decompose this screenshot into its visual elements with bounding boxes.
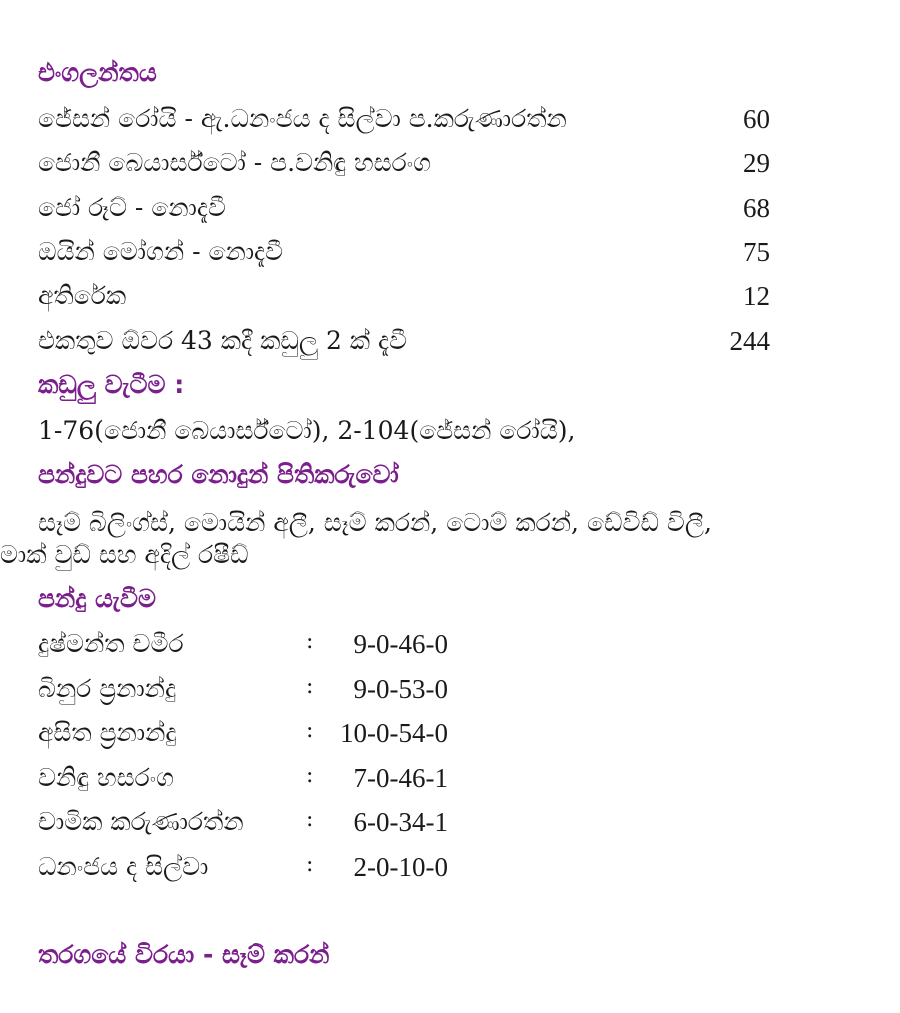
batting-row — [38, 193, 778, 229]
batter-name: ඔයින් මෝගන් - නොදැවී — [38, 237, 284, 266]
bowling-colon: : — [306, 674, 314, 699]
england-heading: එංගලන්තය — [38, 58, 157, 87]
bowling-colon: : — [306, 807, 314, 832]
bowling-figures: 6-0-34-1 — [353, 807, 448, 837]
batter-name: ජේසන් රෝයි - ඇ.ධනංජය ද සිල්වා ප.කරුණාරත්න — [38, 104, 567, 133]
total-row — [38, 326, 778, 362]
bowling-figures: 9-0-46-0 — [353, 629, 448, 659]
batter-name: ජෝ රූට් - නොදැවී — [38, 193, 226, 222]
dnb-players-line1: සෑම් බිලිංග්ස්, මොයින් අලී, සෑම් කරන්, ටොම් කරන්, ඩේවිඩ් විලී, — [38, 508, 712, 537]
batting-row — [38, 148, 778, 184]
bowler-name: චාමික කරුණාරත්න — [38, 807, 244, 836]
extras-label: අතිරේක — [38, 281, 127, 310]
batting-row — [38, 104, 778, 140]
bowling-figures: 7-0-46-1 — [353, 763, 448, 793]
total-value: 244 — [729, 326, 770, 356]
batting-row — [38, 237, 778, 273]
fow-heading: කඩුලු වැටීම : — [38, 370, 185, 399]
batter-runs: 29 — [743, 148, 770, 178]
bowler-name: ධනංජය ද සිල්වා — [38, 852, 209, 881]
batter-runs: 68 — [743, 193, 770, 223]
bowling-colon: : — [306, 852, 314, 877]
batter-name: ජොනී බෙයාර්ස්ටෝ - ප.වනිඳු හසරංග — [38, 148, 431, 177]
bowler-name: අසිත ප්‍රනාන්දු — [38, 718, 177, 747]
batter-runs: 60 — [743, 104, 770, 134]
bowling-colon: : — [306, 629, 314, 654]
total-label: එකතුව ඕවර 43 කදී කඩුලු 2 ක් දැවී — [38, 326, 408, 355]
bowler-name: බිනුර ප්‍රනාන්දු — [38, 674, 177, 703]
batter-runs: 75 — [743, 237, 770, 267]
extras-value: 12 — [743, 281, 770, 311]
extras-row — [38, 281, 778, 317]
bowling-colon: : — [306, 718, 314, 743]
dnb-heading: පන්දුවට පහර නොදුන් පිතිකරුවෝ — [38, 460, 399, 489]
bowling-figures: 10-0-54-0 — [340, 718, 448, 748]
bowling-figures: 2-0-10-0 — [353, 852, 448, 882]
man-of-the-match: තරගයේ විරයා - සෑම් කරන් — [38, 940, 330, 969]
bowling-figures: 9-0-53-0 — [353, 674, 448, 704]
bowling-heading: පන්දු යැවීම — [38, 584, 156, 613]
dnb-players-line2: මාක් වුඩ් සහ අදිල් රෂීඩ් — [0, 540, 249, 569]
bowling-colon: : — [306, 763, 314, 788]
fall-of-wickets: 1-76(ජොනී බෙයාර්ස්ටෝ), 2-104(ජේසන් රෝයි), — [38, 416, 576, 445]
bowler-name: වනිඳු හසරංග — [38, 763, 174, 792]
bowler-name: දුෂ්මන්ත චමීර — [38, 629, 184, 658]
